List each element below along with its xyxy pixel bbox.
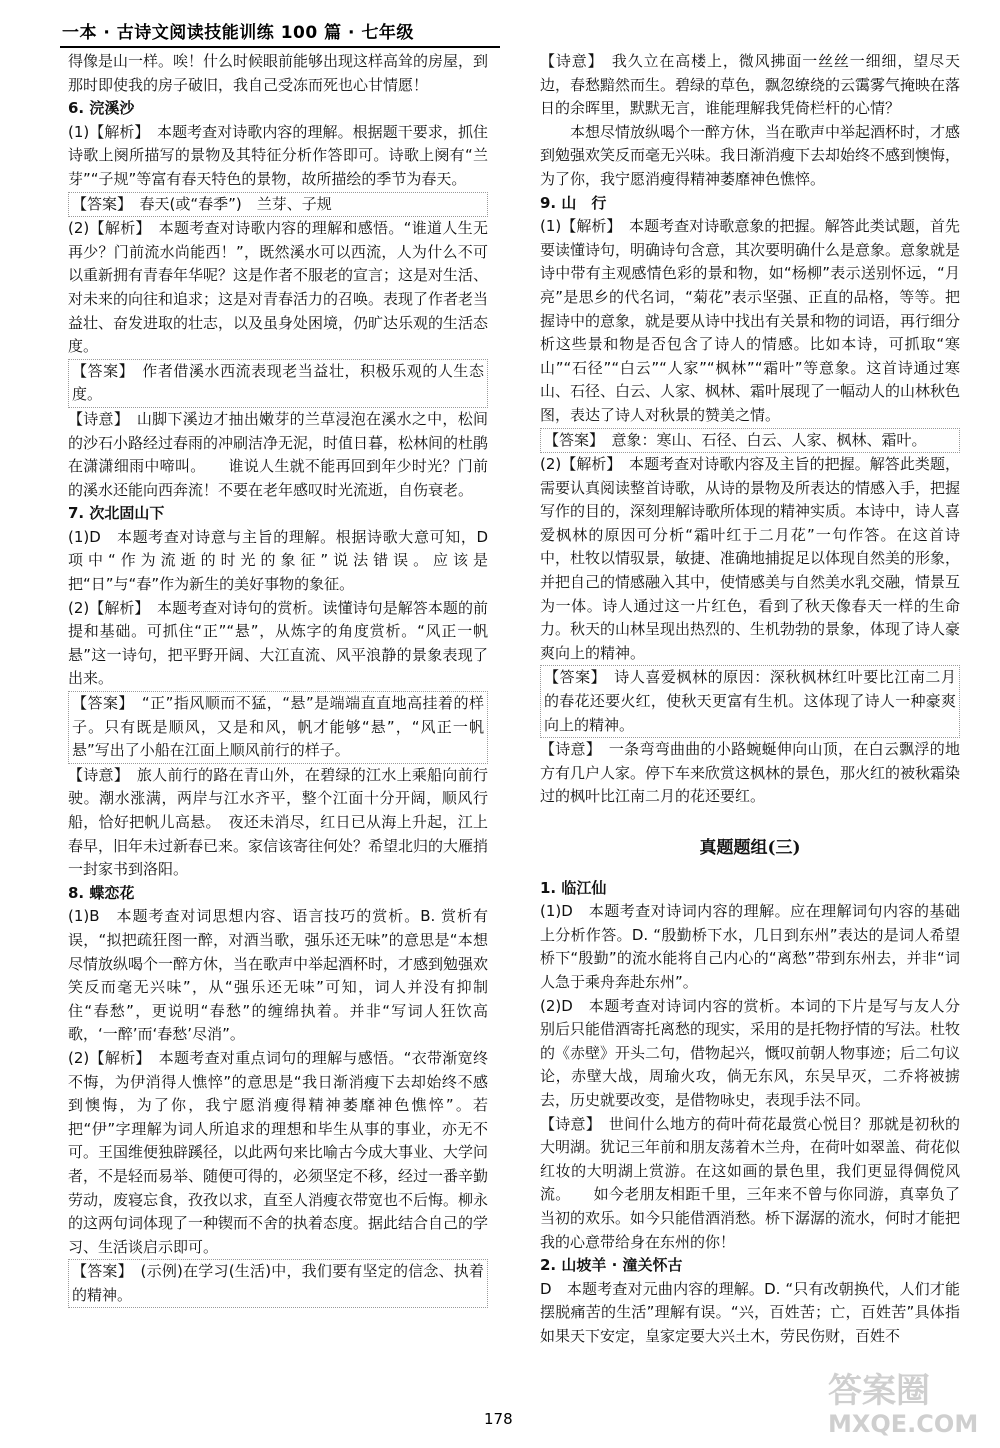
q1-poem-meaning: 【诗意】 世间什么地方的荷叶荷花最赏心悦目？那就是初秋的大明湖。犹记三年前和朋友荡着木兰舟，在荷叶如翠盖、荷花似红妆的大明湖上赏游。在这如画的景色里，我们更显得倜傥风流。 如今老朋友相距千里，三年来不曾与你同游，真辜负了当初的欢乐。如今只能借酒消愁。桥下潺潺的流水，何时才能把我的心意带给身在东州的你！ <box>540 1114 961 1251</box>
q9-answer-1: 【答案】 意象：寒山、石径、白云、人家、枫林、霜叶。 <box>540 428 960 454</box>
running-header: 一本 · 古诗文阅读技能训练 100 篇 · 七年级 <box>62 23 414 43</box>
header-rule <box>60 46 500 48</box>
q7-answer-2: 【答案】 “正”指风顺而不猛，“悬”是端端直直地高挂着的样子。只有既是顺风，又是和风，帆才能够“悬”，“风正一帆悬”写出了小船在江面上顺风前行的样子。 <box>68 691 488 764</box>
watermark-logo <box>820 1362 990 1442</box>
right-column <box>540 50 960 1348</box>
question-9-title: 9. 山 行 <box>540 193 607 212</box>
q8-analysis-1: (1)B 本题考查对词思想内容、语言技巧的赏析。B. 赏析有误，“拟把疏狂图一醉，对酒当歌，强乐还无味”的意思是“本想尽情放纵喝个一醉方休，当在歌声中举起酒杯时，才感到勉强欢笑反而毫无兴味”，从“强乐还无味”可知，词人并没有抑制住“春愁”，更说明“春愁”的缠绵执着。并非“写词人狂饮高歌，‘一醉’而‘春愁’尽消”。 <box>68 907 489 1044</box>
q6-answer-2: 【答案】 作者借溪水西流表现老当益壮，积极乐观的人生态度。 <box>68 359 488 408</box>
q7-poem-meaning: 【诗意】 旅人前行的路在青山外，在碧绿的江水上乘船向前行驶。潮水涨满，两岸与江水齐平，整个江面十分开阔，顺风行船，恰好把帆儿高悬。 夜还未消尽，红日已从海上升起，江上春早，旧年未过新春已来。家信该寄往何处？希望北归的大雁捎一封家书到洛阳。 <box>68 765 489 879</box>
section-title: 真题题组(三) <box>699 838 801 858</box>
q8-answer-2: 【答案】 (示例)在学习(生活)中，我们要有坚定的信念、执着的精神。 <box>68 1259 488 1308</box>
q8-poem-meaning-2: 本想尽情放纵喝个一醉方休，当在歌声中举起酒杯时，才感到勉强欢笑反而毫无兴味。我日渐消瘦下去却始终不感到懊悔，为了你，我宁愿消瘦得精神萎靡神色憔悴。 <box>540 122 961 188</box>
q9-poem-meaning: 【诗意】 一条弯弯曲曲的小路蜿蜒伸向山顶，在白云飘浮的地方有几户人家。停下车来欣赏这枫林的景色，那火红的被秋霜染过的枫叶比江南二月的花还要红。 <box>540 740 961 806</box>
q7-analysis-2: (2)【解析】 本题考查对诗句的赏析。读懂诗句是解答本题的前提和基础。可抓住“正”“悬”，从炼字的角度赏析。“风正一帆悬”这一诗句，把平野开阔、大江直流、风平浪静的景象表现了出来。 <box>68 598 488 688</box>
q1-answer-1: (1)D 本题考查对诗词内容的理解。应在理解词句内容的基础上分析作答。D. “殷勤桥下水，几日到东州”表达的是词人希望桥下“殷勤”的流水能将自己内心的“离愁”带到东州去，并非“词人急于乘舟奔赴东州”。 <box>540 902 960 991</box>
question-1-title: 1. 临江仙 <box>540 878 607 897</box>
q9-answer-2: 【答案】 诗人喜爱枫林的原因：深秋枫林红叶要比江南二月的春花还要火红，使秋天更富有生机。这体现了诗人一种豪爽向上的精神。 <box>540 665 960 738</box>
intro-text: 得像是山一样。唉！什么时候眼前能够出现这样高耸的房屋，到那时即使我的房子破旧，我自己受冻而死也心甘情愿！ <box>68 52 489 94</box>
q6-answer-1: 【答案】 春天(或“春季”) 兰芽、子规 <box>68 192 488 218</box>
question-2-title: 2. 山坡羊 · 潼关怀古 <box>540 1256 683 1275</box>
question-6-title: 6. 浣溪沙 <box>68 99 135 118</box>
q7-analysis-1: (1)D 本题考查对诗意与主旨的理解。根据诗歌大意可知，D 项中“作为流逝的时光的象征”说法错误。应该是把“日”与“春”作为新生的美好事物的象征。 <box>68 527 488 594</box>
q2-answer: D 本题考查对元曲内容的理解。D. “只有改朝换代，人们才能摆脱痛苦的生活”理解有误。“兴，百姓苦；亡，百姓苦”具体指如果天下安定，皇家定要大兴土木，劳民伤财，百姓不 <box>540 1279 960 1345</box>
question-8-title: 8. 蝶恋花 <box>68 883 135 902</box>
q6-analysis-1: (1)【解析】 本题考查对诗歌内容的理解。根据题干要求，抓住诗歌上阕所描写的景物及其特征分析作答即可。诗歌上阕有“兰芽”“子规”等富有春天特色的景物，故所描绘的季节为春天。 <box>68 122 488 188</box>
q6-analysis-2: (2)【解析】 本题考查对诗歌内容的理解和感悟。“谁道人生无再少？门前流水尚能西！”，既然溪水可以西流，人为什么不可以重新拥有青春年华呢？这是作者不服老的宣言；这是对生活、对未来的向往和追求；这是对青春活力的召唤。表现了作者老当益壮、奋发进取的壮志，以及虽身处困境，仍旷达乐观的生活态度。 <box>68 219 489 356</box>
page-number: 178 <box>484 1410 513 1428</box>
q9-analysis-2: (2)【解析】 本题考查对诗歌内容及主旨的把握。解答此类题，需要认真阅读整首诗歌，从诗的景物及所表达的情感入手，把握写作的目的，深刻理解诗歌所体现的精神实质。本诗中，诗人喜爱枫林的原因可分析“霜叶红于二月花”一句作答。在这首诗中，杜牧以情驭景，敏捷、准确地捕捉足以体现自然美的形象，并把自己的情感融入其中，使情感美与自然美水乳交融，情景互为一体。诗人通过这一片红色，看到了秋天像春天一样的生命力。秋天的山林呈现出热烈的、生机勃勃的景象，体现了诗人豪爽向上的精神。 <box>540 455 961 662</box>
question-7-title: 7. 次北固山下 <box>68 504 165 523</box>
q8-poem-meaning: 【诗意】 我久立在高楼上，微风拂面一丝丝一细细，望尽天边，春愁黯然而生。碧绿的草色，飘忽缭绕的云霭雾气掩映在落日的余晖里，默默无言，谁能理解我凭倚栏杆的心情？ <box>540 52 961 118</box>
q9-analysis-1: (1)【解析】 本题考查对诗歌意象的把握。解答此类试题，首先要读懂诗句，明确诗句含意，其次要明确什么是意象。意象就是诗中带有主观感情色彩的景和物，如“杨柳”表示送别怀远，“月亮”是思乡的代名词，“菊花”表示坚强、正直的品格，等等。把握诗中的意象，就是要从诗中找出有关景和物的词语，再行细分析这些景和物是否包含了诗人的情感。比如本诗，可抓取“寒山”“石径”“白云”“人家”“枫林”“霜叶”等意象。这首诗通过寒山、石径、白云、人家、枫林、霜叶展现了一幅动人的山林秋色图，表达了诗人对秋景的赞美之情。 <box>540 217 961 424</box>
watermark-line-1: 答案圈 <box>828 1371 930 1411</box>
q8-analysis-2: (2)【解析】 本题考查对重点词句的理解与感悟。“衣带渐宽终不悔，为伊消得人憔悴”的意思是“我日渐消瘦下去却始终不感到懊悔，为了你，我宁愿消瘦得精神萎靡神色憔悴”。若把“伊”字理解为词人所追求的理想和毕生从事的事业，亦无不可。王国维便独辟蹊径，以此两句来比喻古今成大事业、大学问者，不是轻而易举、随便可得的，必须坚定不移，经过一番辛勤劳动，废寝忘食，孜孜以求，直至人消瘦衣带宽也不后悔。柳永的这两句词体现了一种锲而不舍的执着态度。据此结合自己的学习、生活谈启示即可。 <box>68 1048 489 1256</box>
left-column <box>68 50 488 1308</box>
q1-answer-2: (2)D 本题考查对诗词内容的赏析。本词的下片是写与友人分别后只能借酒寄托离愁的现实，采用的是托物抒情的写法。杜牧的《赤壁》开头二句，借物起兴，慨叹前朝人物事迹；后二句议论，赤壁大战，周瑜火攻，倘无东风，东吴早灭，二乔将被掳去，历史就要改变，是借物咏史，表现手法不同。 <box>540 996 961 1109</box>
q6-poem-meaning: 【诗意】 山脚下溪边才抽出嫩芽的兰草浸泡在溪水之中，松间的沙石小路经过春雨的冲刷洁净无泥，时值日暮，松林间的杜鹃在潇潇细雨中啼叫。 谁说人生就不能再回到年少时光？门前的溪水还能向西奔流！不要在老年感叹时光流逝，自伤衰老。 <box>68 409 489 499</box>
watermark-line-2: MXQE.COM <box>828 1410 979 1438</box>
